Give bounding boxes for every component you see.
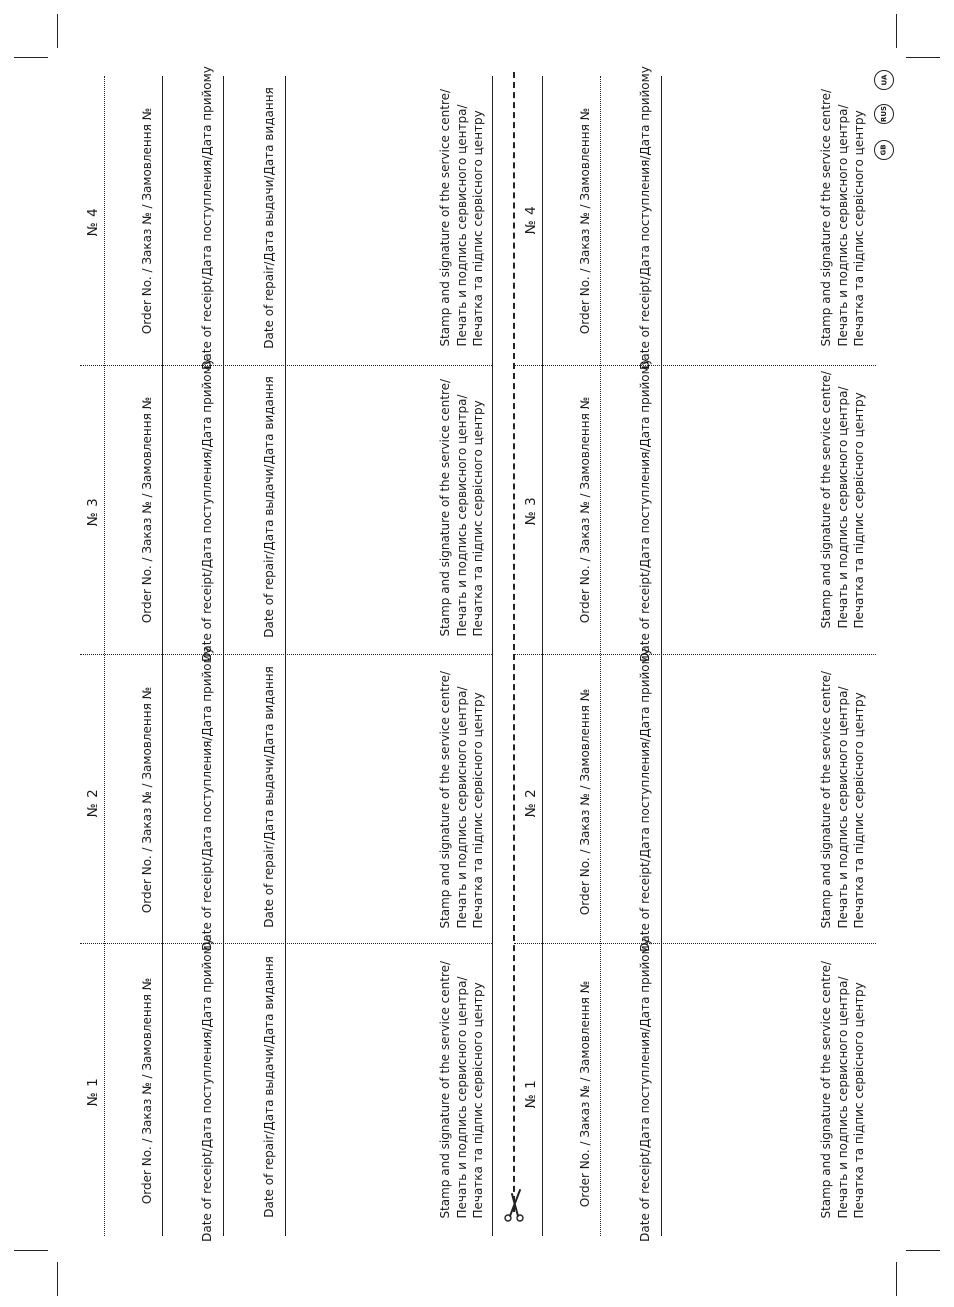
crop-mark	[896, 14, 897, 48]
coupon-separator	[514, 654, 876, 655]
crop-mark	[57, 14, 58, 48]
scissors-icon	[500, 1188, 530, 1224]
crop-mark	[906, 57, 940, 58]
crop-mark	[906, 1250, 940, 1251]
coupon-separator	[80, 943, 492, 944]
coupon-separator	[80, 365, 492, 366]
column-separator	[661, 76, 662, 1236]
language-badge-gb: GB	[874, 140, 894, 160]
column-separator	[492, 76, 493, 1236]
coupon-separator	[514, 943, 876, 944]
column-separator	[162, 76, 163, 1236]
crop-mark	[14, 57, 48, 58]
column-separator	[223, 76, 224, 1236]
column-separator	[600, 76, 601, 1236]
language-badge-ua: UA	[874, 70, 894, 90]
coupon-separator	[514, 365, 876, 366]
crop-mark	[57, 1262, 58, 1296]
cut-line	[513, 72, 515, 1212]
column-separator	[285, 76, 286, 1236]
coupon-separator	[80, 654, 492, 655]
crop-mark	[896, 1262, 897, 1296]
language-badge-rus: RUS	[874, 104, 894, 124]
column-separator	[104, 76, 105, 1236]
crop-mark	[14, 1250, 48, 1251]
column-separator	[542, 76, 543, 1236]
